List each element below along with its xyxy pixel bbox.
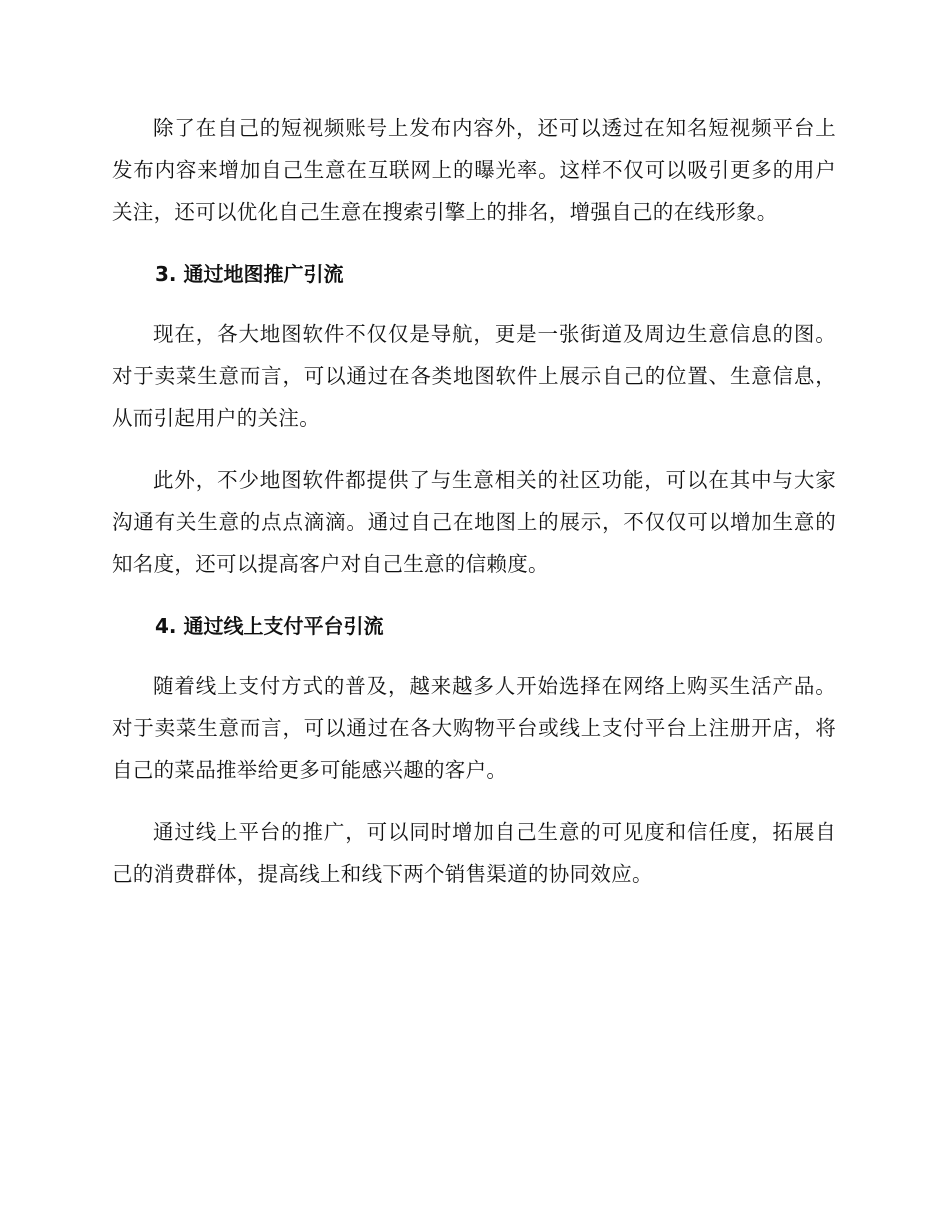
paragraph-short-video-platform: 除了在自己的短视频账号上发布内容外，还可以透过在知名短视频平台上发布内容来增加自己生意在互联网上的曝光率。这样不仅可以吸引更多的用户关注，还可以优化自己生意在搜索引擎上的排名，增强自己的在线形象。 <box>112 116 836 224</box>
paragraph-map-software: 现在，各大地图软件不仅仅是导航，更是一张街道及周边生意信息的图。对于卖菜生意而言，可以通过在各类地图软件上展示自己的位置、生意信息，从而引起用户的关注。 <box>112 322 836 430</box>
paragraph-map-community: 此外，不少地图软件都提供了与生意相关的社区功能，可以在其中与大家沟通有关生意的点点滴滴。通过自己在地图上的展示，不仅仅可以增加生意的知名度，还可以提高客户对自己生意的信赖度。 <box>112 468 836 576</box>
document-body <box>112 107 836 915</box>
paragraph-online-platform-benefits: 通过线上平台的推广，可以同时增加自己生意的可见度和信任度，拓展自己的消费群体，提高线上和线下两个销售渠道的协同效应。 <box>112 820 836 886</box>
heading-online-payment: 4. 通过线上支付平台引流 <box>155 614 384 638</box>
heading-map-promotion: 3. 通过地图推广引流 <box>155 262 344 286</box>
paragraph-online-shopping: 随着线上支付方式的普及，越来越多人开始选择在网络上购买生活产品。对于卖菜生意而言，可以通过在各大购物平台或线上支付平台上注册开店，将自己的菜品推举给更多可能感兴趣的客户。 <box>112 674 836 782</box>
